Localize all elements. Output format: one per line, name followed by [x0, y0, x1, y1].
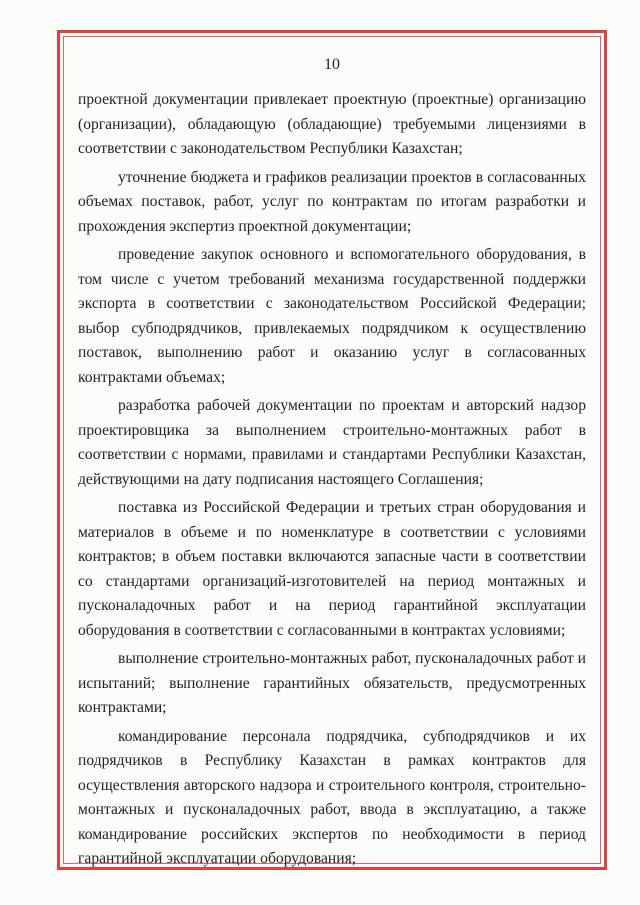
paragraph: выполнение строительно-монтажных работ, пусконаладочных работ и испытаний; выполнение гарантийных обязательств, предусмотренных контрактами;	[78, 650, 586, 716]
paragraph: разработка рабочей документации по проектам и авторский надзор проектировщика за выполнением строительно-монтажных работ в соответствии с нормами, правилами и стандартами Республики Казахстан, действующими на дату подписания настоящего Соглашения;	[78, 397, 586, 488]
page-number: 10	[324, 56, 340, 73]
paragraph: поставка из Российской Федерации и третьих стран оборудования и материалов в объеме и по номенклатуре в соответствии с условиями контрактов; в объем поставки включаются запасные части в соответствии со стандартами организаций-изготовителей на период монтажных и пусконаладочных работ и на период гарантийной эксплуатации оборудования в соответствии с согласованными в контрактах условиями;	[78, 499, 586, 639]
document-body	[78, 88, 586, 876]
paragraph: проведение закупок основного и вспомогательного оборудования, в том числе с учетом требований механизма государственной поддержки экспорта в соответствии с законодательством Российской Федерации; выбор субподрядчиков, привлекаемых подрядчиком к осуществлению поставок, выполнению работ и оказанию услуг в согласованных контрактами объемах;	[78, 246, 586, 386]
paragraph: командирование персонала подрядчика, субподрядчиков и их подрядчиков в Республику Казахстан в рамках контрактов для осуществления авторского надзора и строительного контроля, строительно-монтажных и пусконаладочных работ, ввода в эксплуатацию, а также командирование российских экспертов по необходимости в период гарантийной эксплуатации оборудования;	[78, 727, 586, 867]
paragraph: проектной документации привлекает проектную (проектные) организацию (организации), обладающую (обладающие) требуемыми лицензиями в соответствии с законодательством Республики Казахстан;	[78, 91, 586, 157]
paragraph: уточнение бюджета и графиков реализации проектов в согласованных объемах поставок, работ, услуг по контрактам по итогам разработки и прохождения экспертиз проектной документации;	[78, 168, 586, 235]
